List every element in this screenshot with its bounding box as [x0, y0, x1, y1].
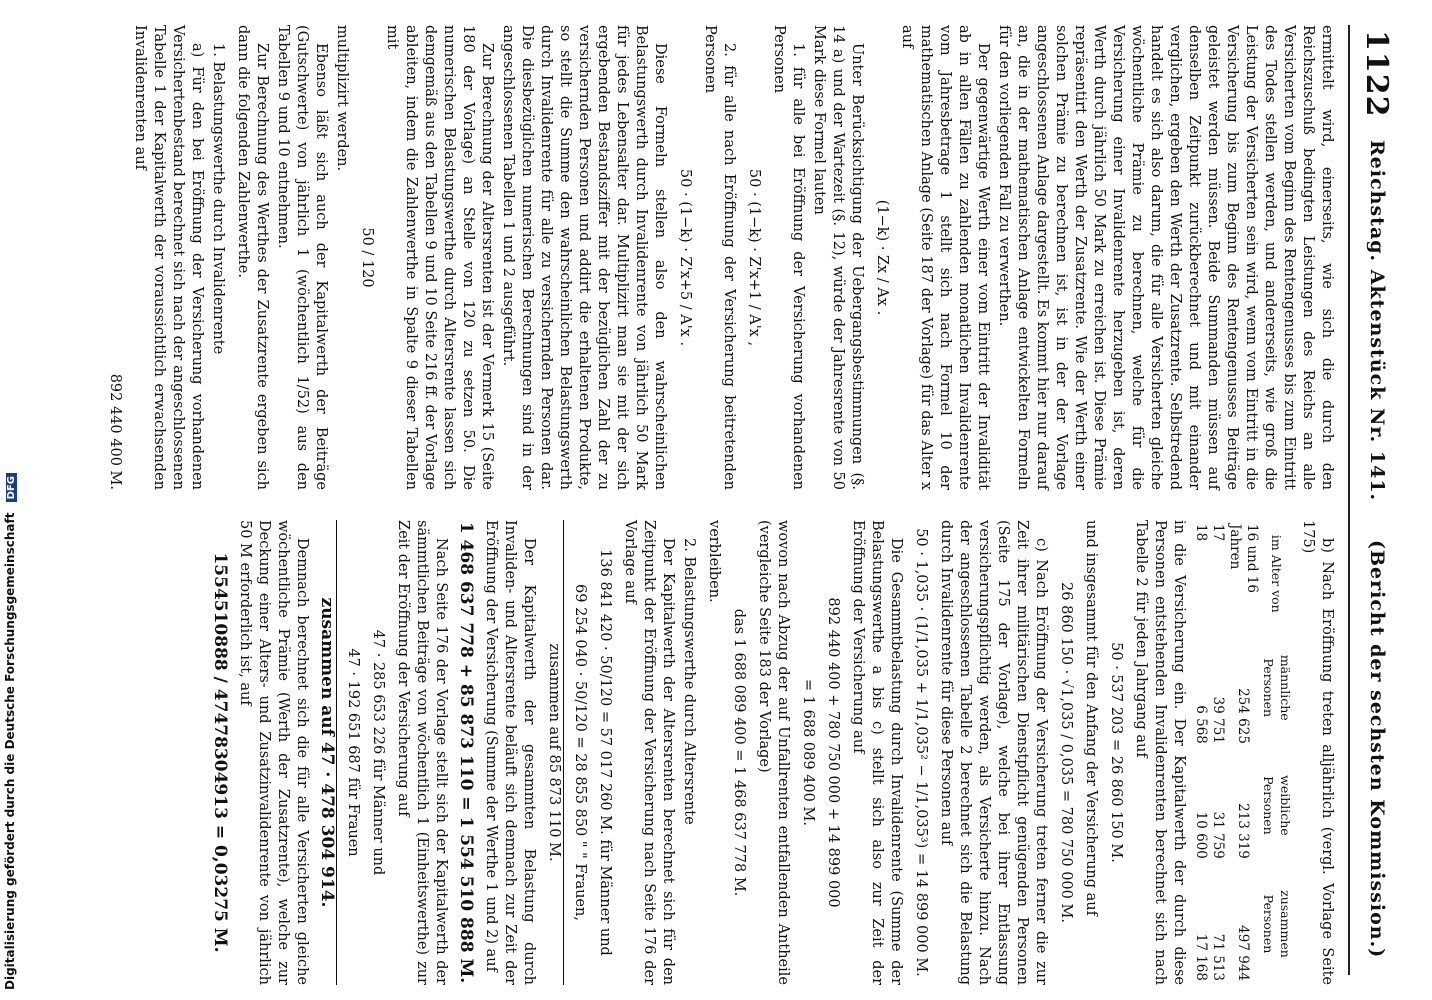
table-cell: 17 168	[1193, 933, 1209, 981]
formula: 50 · 1,035 · (1/1,035 + 1/1,035² − 1/1,035³) = 14 899 000 M.	[913, 528, 929, 977]
paragraph: Der Kapitalwerth der gesammten Belastung durch Invaliden- und Altersrente beläuft sich demnach zur Zeit der Eröffnung der Versicherung (Summe der Werthe 1 und 2) auf	[483, 520, 537, 985]
section-heading: 1. Belastungswerthe durch Invalidenrente	[210, 43, 226, 355]
paragraph: und insgesammt für den Anfang der Versicherung auf	[1083, 520, 1099, 917]
table-header: im Alter von	[1269, 534, 1285, 613]
credit-text: Digitalisierung gefördert durch die Deutsche Forschungsgemeinschaft	[3, 512, 17, 990]
digitization-sidebar	[0, 0, 22, 1000]
paragraph: Der Kapitalwerth der Altersrenten berechnet sich für den Zeitpunkt der Eröffnung der Versicherung nach Seite 176 der Vorlage auf	[622, 520, 676, 985]
value: 892 440 400 M.	[107, 373, 123, 490]
header-subtitle: (Bericht der sechsten Kommission.)	[1366, 540, 1388, 959]
formula: 892 440 400 + 780 750 000 + 14 899 000	[825, 597, 841, 908]
paragraph: Zur Berechnung der Altersrenten ist der Vermerk 15 (Seite 180 der Vorlage) an Stelle von 120 zu setzen 50. Die numerischen Belastungswerthe durch Altersrente lassen sich demgemäß aus den Tabellen 9 und 10 Seite 216 ff. der Vorlage ableiten, indem die Zahlenwerthe in Spalte 9 dieser Tabellen mit	[384, 25, 495, 490]
table-row	[1209, 520, 1226, 985]
table-header: männliche Personen	[1261, 654, 1293, 721]
paragraph: Unter Berücksichtigung der Uebergangsbestimmungen (§. 14 a) und der Wartezeit (§. 12), würde der Jahresrente von 50 Mark diese Formel lauten	[811, 25, 865, 490]
formula: 50 · 537 203 = 26 860 150 M.	[1108, 642, 1124, 863]
formula: zusammen auf 85 873 110 M.	[544, 520, 564, 985]
formula: = 1 688 089 400 M.	[800, 679, 816, 826]
formula: 50 / 120	[359, 227, 375, 288]
table-cell: 6 568	[1193, 705, 1209, 744]
page-header	[1354, 20, 1394, 980]
digitization-credit	[3, 0, 17, 990]
header-rule	[1348, 25, 1350, 975]
list-item: 2. für alle nach Eröffnung der Versicherung beitretenden Personen	[702, 25, 737, 490]
formula: (1−k) · Zx / Ax .	[874, 199, 890, 316]
paragraph: verbleiben.	[706, 520, 722, 603]
formula: 26 860 150 · √1,035 / 0,035 = 780 750 000 M.	[1058, 582, 1074, 923]
table-cell: 18	[1193, 524, 1209, 542]
paragraph: Demnach berechnet sich die für alle Versicherten gleiche wöchentliche Prämie (Werth der Zusatzrente), welche zur Deckung einer Alters- und Zusatzinvalidenrente von jährlich 50 M erforderlich ist, auf	[237, 520, 310, 985]
formula: 50 · (1−k) · Z'x+5 / A'x .	[677, 168, 693, 347]
formula: das 1 688 089 400 = 1 468 637 778 M.	[731, 608, 747, 897]
paragraph: in die Versicherung ein. Der Kapitalwerth der durch diese Personen entstehenden Invalidenrenten berechnet sich nach Tabelle 2 für jeden Jahrgang auf	[1133, 520, 1187, 985]
paragraph: wovon nach Abzug der auf Unfallrenten entfallenden Antheile (vergleiche Seite 183 der Vorlage)	[756, 520, 791, 985]
table-header: weibliche Personen	[1261, 775, 1293, 836]
table-cell: 71 513	[1210, 933, 1226, 981]
formula: 47 · 192 651 687 für Frauen	[345, 648, 361, 857]
paragraph: c) Nach Eröffnung der Versicherung treten ferner die zur Zeit ihrer militärischen Dienstpflicht genügenden Personen (Seite 175 der Vorlage), welche bei ihrer Entlassung versicherungspflichtig werden, als Versicherte hinzu. Nach der angeschlossenen Tabelle 2 berechnet sich die Belastung durch Invalidenrente für diese Personen auf	[938, 520, 1049, 985]
formula: 1554510888 / 47478304913 = 0,03275 M.	[210, 552, 230, 953]
table-cell: 497 944	[1235, 925, 1252, 981]
dfg-logo: DFG	[6, 473, 17, 502]
table-row	[1226, 520, 1260, 985]
page-number: 1122	[1359, 30, 1394, 118]
table-cell: 39 751	[1210, 696, 1226, 744]
header-title: Reichstag. Aktenstück Nr. 141.	[1366, 140, 1388, 502]
paragraph: a) Für den bei Eröffnung der Versicherung vorhandenen Versichertenbestand berechnet sich nach der angeschlossenen Tabelle 1 der Kapitalwerth der voraussichtlich erwachsenden Invalidenrenten auf	[132, 25, 205, 490]
table-cell: 16 und 16 Jahren	[1227, 524, 1260, 593]
table-header: zusammen Personen	[1261, 890, 1293, 958]
formula: 136 841 420 · 50/120 = 57 017 260 M. für Männer und	[597, 549, 613, 956]
section-heading: 2. Belastungswerthe durch Altersrente	[681, 538, 697, 825]
persons-table	[1192, 520, 1294, 985]
paragraph: Ebenso läßt sich auch der Kapitalwerth der Beiträge (Gutschwerte) von jährlich 1 (wöchentlich 1/52) aus den Tabellen 9 und 10 entnehmen.	[275, 25, 329, 490]
paragraph: Die Gesammtbelastung durch Invalidenrente (Summe der Belastungswerthe a bis c) stellt sich also zur Zeit der Eröffnung der Versicherung auf	[850, 520, 904, 985]
formula: 69 254 040 · 50/120 = 28 855 850 " " Frauen,	[572, 584, 588, 921]
table-cell: 254 625	[1235, 688, 1252, 744]
table-cell: 31 759	[1210, 811, 1226, 859]
left-column	[99, 25, 1336, 490]
formula: 47 · 285 653 226 für Männer und	[370, 629, 386, 876]
paragraph: Zur Berechnung des Werthes der Zusatzrente ergeben sich dann die folgenden Zahlenwerthe.	[235, 25, 270, 490]
paragraph: Diese Formeln stellen also den wahrscheinlichen Belastungswerth durch Invalidenrente von jährlich 50 Mark für jedes Lebensalter dar. Multiplizirt man sie mit der sich ergebenden Bestandsziffer mit der bezüglichen Zahl der zu versichernden Personen und addirt die erhaltenen Produkte, so stellt die Summe den wahrscheinlichen Belastungswerth durch Invalidenrente für alle zu versichernden Personen dar. Die diesbezüglichen numerischen Berechnungen sind in der angeschlossenen Tabellen 1 und 2 ausgeführt.	[500, 25, 668, 490]
formula: 1 468 637 778 + 85 873 110 = 1 554 510 888 M.	[456, 521, 476, 984]
table-cell: 213 319	[1235, 803, 1252, 859]
paragraph: multiplizirt werden.	[334, 25, 350, 172]
table-cell: 17	[1210, 524, 1226, 542]
paragraph: b) Nach Eröffnung treten alljährlich (vergl. Vorlage Seite 175)	[1300, 520, 1335, 985]
list-item: 1. für alle bei Eröffnung der Versicherung vorhandenen Personen	[771, 25, 806, 490]
formula: 50 · (1−k) · Z'x+1 / A'x ,	[746, 168, 762, 347]
right-column	[204, 520, 1336, 985]
table-row	[1192, 520, 1209, 985]
paragraph: ermittelt wird, einerseits, wie sich die durch den Reichszuschuß bedingten Leistungen des Reichs an alle Versicherten vom Beginn des Rentengenusses bis zum Eintritt des Todes stellen werden, und andererseits, wie groß die Leistung der Versicherten sein wird, wenn vom Eintritt in die Versicherung bis zum Beginn des Rentengenusses Beiträge geleistet werden müssen. Beide Summanden müssen auf denselben Zeitpunkt zurückberechnet und mit einander verglichen, ergeben den Werth der Zusatzrente. Selbstredend handelt es sich also darum, die für alle Versicherten gleiche wöchentliche Prämie zu berechnen, welche für die Versicherung einer Invalidenrente herzugeben ist, deren Werth durch jährlich 50 Mark zu erreichen ist. Diese Prämie repräsentirt den Werth der Zusatzrente. Wie der Werth einer solchen Prämie zu berechnen ist, ist in der der Vorlage angeschlossenen Anlage dargestellt. Es kommt hier nur darauf an, die in der mathematischen Anlage entwickelten Formeln für den vorliegenden Fall zu verwerthen.	[996, 25, 1335, 490]
formula: zusammen auf 47 · 478 304 914.	[317, 520, 337, 985]
paragraph: Der gegenwärtige Werth einer vom Eintritt der Invalidität ab in allen Fällen zu zahlenden monatlichen Invalidenrente vom Jahresbetrage 1 stellt sich nach Formel 10 der mathematischen Anlage (Seite 187 der Vorlage) für das Alter x auf	[899, 25, 991, 490]
table-cell: 10 600	[1193, 811, 1209, 859]
paragraph: Nach Seite 176 der Vorlage stellt sich der Kapitalwerth der sämmtlichen Beiträge von wöchentlich 1 (Einheitswerthe) zur Zeit der Eröffnung der Versicherung auf	[395, 520, 449, 985]
